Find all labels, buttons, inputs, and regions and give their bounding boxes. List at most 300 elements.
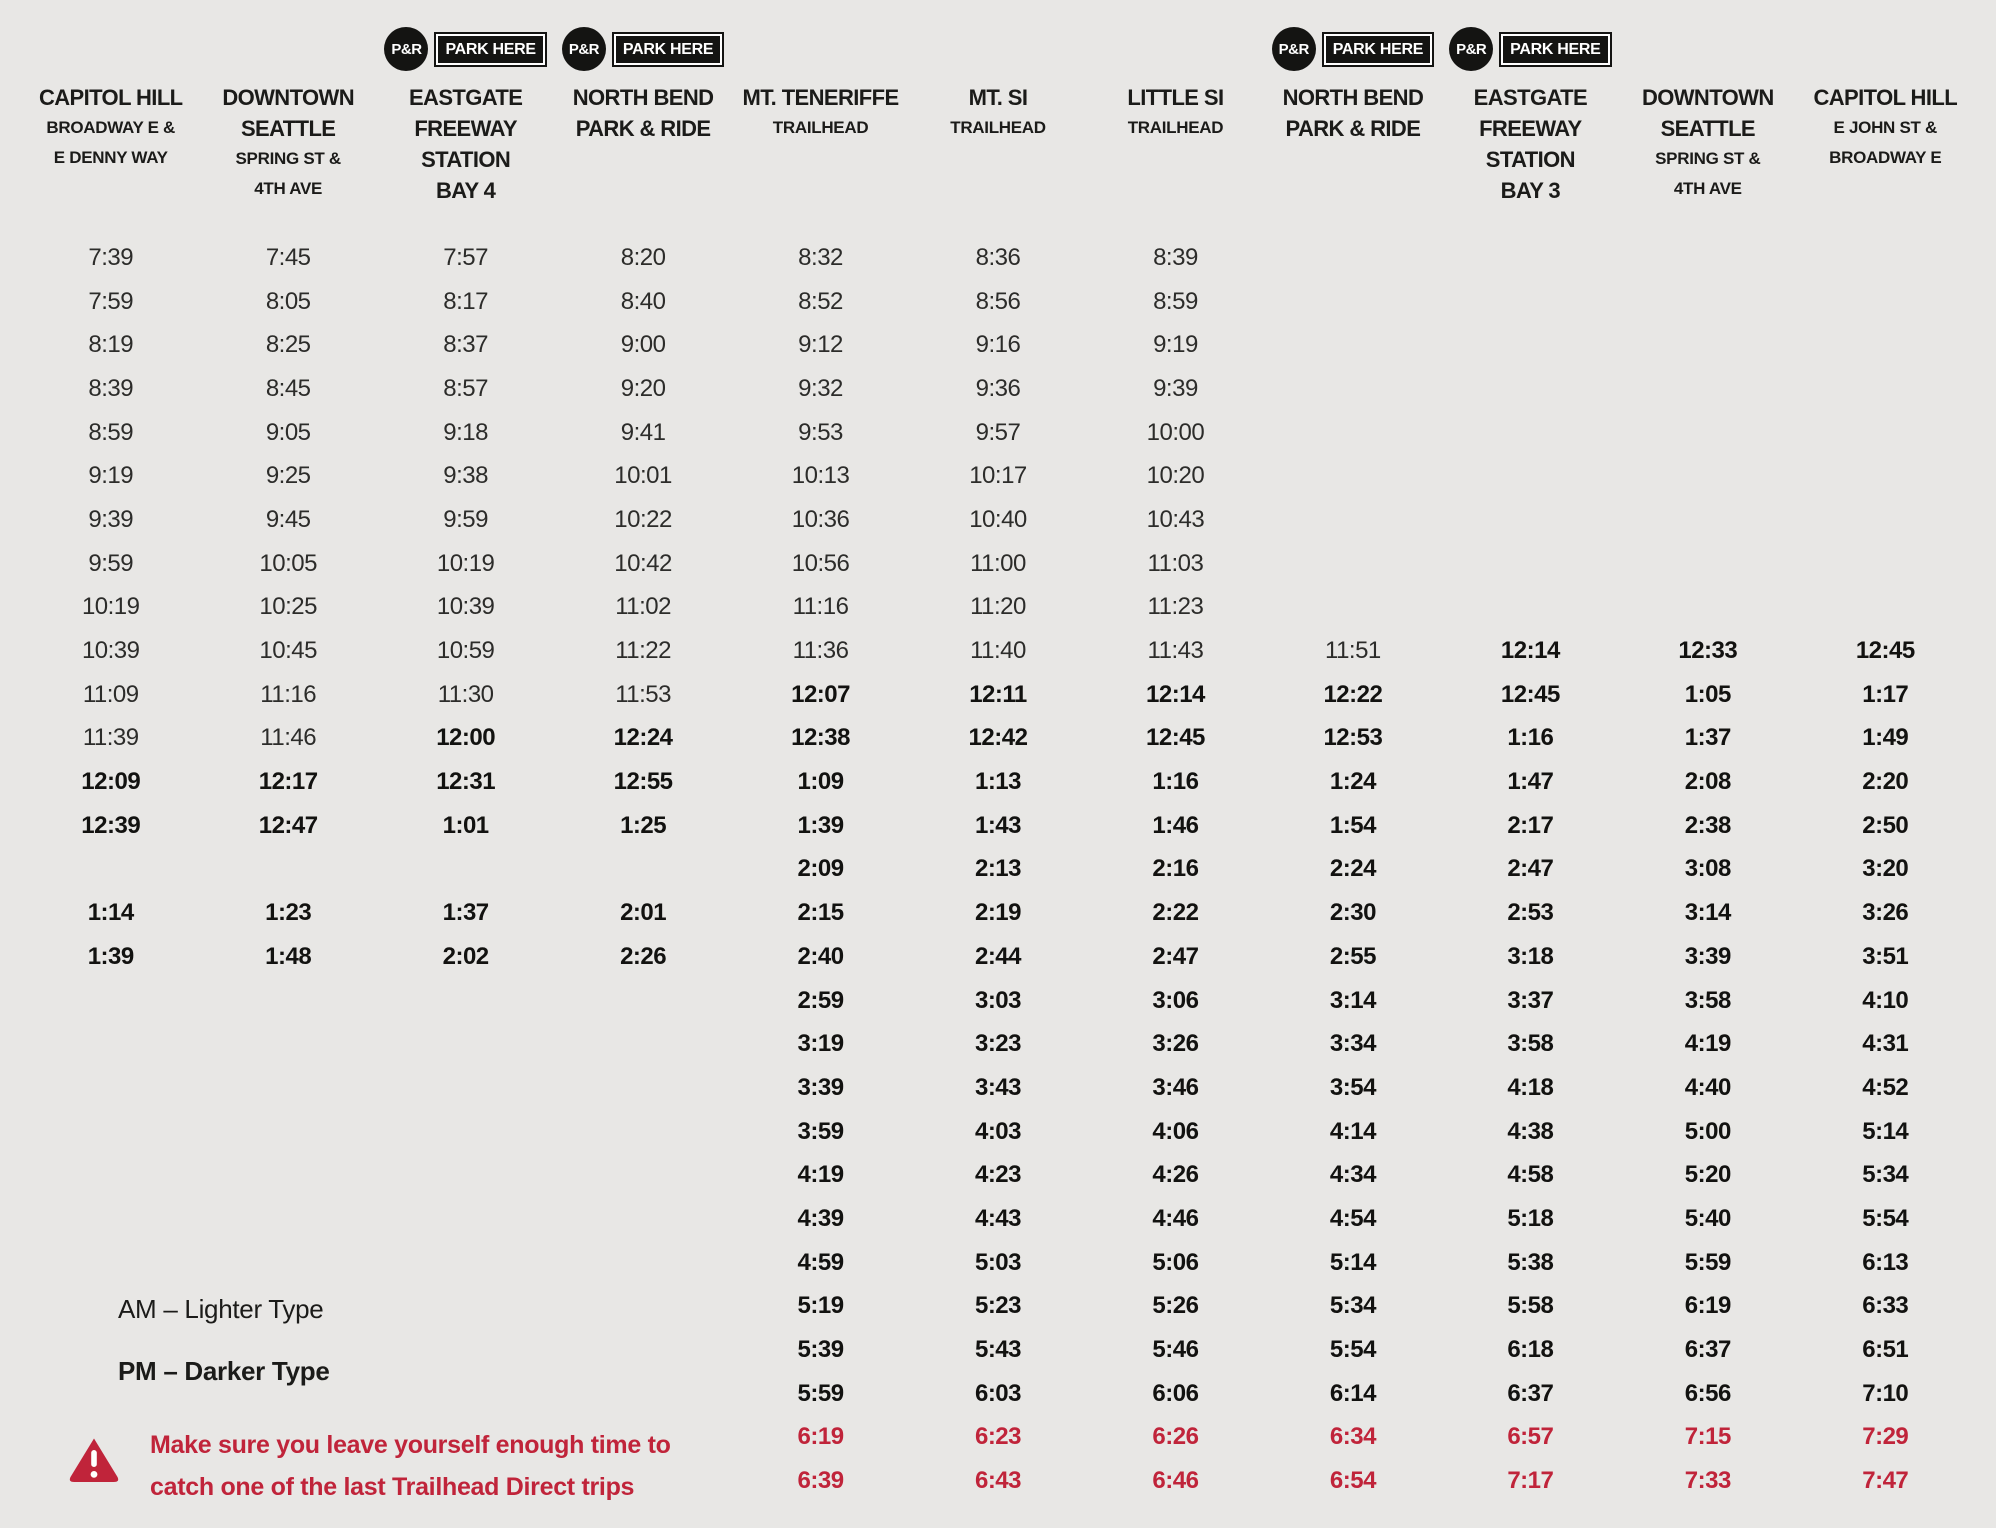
time-cell: 9:32 (798, 374, 843, 402)
time-cell: 2:30 (1329, 899, 1376, 927)
time-cell: 4:40 (1684, 1073, 1731, 1101)
time-cell: 10:00 (1146, 418, 1205, 446)
time-cell: 12:47 (258, 811, 318, 839)
time-cell: 6:03 (974, 1379, 1022, 1407)
time-cell: 5:26 (1152, 1292, 1199, 1320)
time-cell: 10:36 (791, 505, 850, 533)
empty-cell (1266, 411, 1439, 455)
time-cell: 4:19 (797, 1161, 844, 1189)
time-cell: 3:23 (974, 1030, 1022, 1058)
time-cell: 9:19 (1153, 331, 1198, 359)
time-cell: 8:20 (620, 243, 666, 271)
empty-cell (1266, 236, 1439, 280)
time-cell: 2:50 (1862, 811, 1909, 839)
time-cell: 3:58 (1507, 1030, 1554, 1058)
empty-cell (556, 1153, 729, 1197)
time-cell: 6:57 (1507, 1423, 1554, 1451)
time-cell: 3:06 (1152, 986, 1199, 1014)
time-cell: 11:20 (970, 593, 1026, 621)
time-cell: 5:14 (1329, 1248, 1376, 1276)
time-cell: 5:20 (1684, 1161, 1731, 1189)
time-cell: 5:23 (974, 1292, 1022, 1320)
time-cell: 7:47 (1862, 1467, 1909, 1495)
station-title-line: NORTH BEND (572, 85, 714, 110)
time-cell: 3:19 (797, 1030, 844, 1058)
time-cell: 8:05 (265, 287, 311, 315)
empty-cell (1799, 411, 1972, 455)
station-subtitle-line: SPRING ST & (1655, 149, 1761, 168)
time-cell: 2:17 (1507, 811, 1554, 839)
time-cell: 3:18 (1507, 942, 1554, 970)
empty-cell (1799, 542, 1972, 586)
time-cell: 11:00 (970, 549, 1026, 577)
time-cell: 9:39 (88, 505, 134, 533)
time-cell: 4:10 (1862, 986, 1909, 1014)
empty-cell (379, 848, 552, 892)
time-cell: 2:24 (1329, 855, 1376, 883)
time-cell: 1:14 (87, 899, 134, 927)
time-cell: 9:12 (798, 331, 843, 359)
empty-cell (1621, 236, 1794, 280)
empty-cell (1621, 411, 1794, 455)
time-cell: 2:53 (1507, 899, 1554, 927)
time-cell: 3:46 (1152, 1073, 1199, 1101)
station-header-11 (1799, 16, 1972, 206)
time-cell: 7:10 (1862, 1379, 1909, 1407)
time-cell: 10:05 (259, 549, 317, 577)
empty-cell (201, 1153, 374, 1197)
time-cell: 1:24 (1329, 768, 1376, 796)
time-cell: 7:33 (1684, 1467, 1731, 1495)
timetable-header (24, 16, 1972, 206)
time-cell: 3:39 (1684, 942, 1731, 970)
time-cell: 5:58 (1507, 1292, 1554, 1320)
empty-cell (1444, 367, 1617, 411)
time-cell: 7:29 (1862, 1423, 1909, 1451)
empty-cell (556, 848, 729, 892)
empty-cell (24, 1153, 197, 1197)
time-cell: 8:19 (88, 331, 134, 359)
warning-triangle-icon (68, 1436, 120, 1489)
time-cell: 1:49 (1862, 724, 1909, 752)
station-subtitle-line: E DENNY WAY (53, 148, 168, 167)
time-cell: 11:09 (82, 680, 139, 708)
empty-cell (1266, 542, 1439, 586)
empty-cell (24, 1197, 197, 1241)
empty-cell (201, 1022, 374, 1066)
time-cell: 6:43 (974, 1467, 1022, 1495)
empty-cell (1799, 454, 1972, 498)
time-cell: 2:44 (974, 942, 1022, 970)
time-cell: 6:46 (1152, 1467, 1199, 1495)
time-cell: 4:31 (1862, 1030, 1909, 1058)
park-here-label: PARK HERE (1499, 32, 1611, 67)
time-cell: 1:47 (1507, 768, 1554, 796)
empty-cell (1621, 454, 1794, 498)
station-header-1 (24, 16, 197, 206)
time-cell: 10:45 (259, 637, 317, 665)
empty-cell (201, 1066, 374, 1110)
time-cell: 9:18 (443, 418, 488, 446)
time-cell: 1:16 (1152, 768, 1199, 796)
time-cell: 8:25 (265, 331, 311, 359)
empty-cell (556, 1110, 729, 1154)
time-cell: 9:16 (975, 331, 1021, 359)
empty-cell (379, 1328, 552, 1372)
time-cell: 10:22 (614, 505, 672, 533)
time-cell: 3:14 (1684, 899, 1731, 927)
empty-cell (379, 979, 552, 1023)
time-cell: 7:39 (88, 243, 134, 271)
time-cell: 6:37 (1507, 1379, 1554, 1407)
time-cell: 11:16 (792, 593, 849, 621)
empty-cell (1444, 498, 1617, 542)
time-cell: 2:38 (1684, 811, 1731, 839)
time-cell: 4:54 (1329, 1204, 1376, 1232)
time-cell: 12:45 (1146, 724, 1205, 752)
empty-cell (379, 1241, 552, 1285)
empty-cell (556, 1022, 729, 1066)
empty-cell (379, 1285, 552, 1329)
time-cell: 10:25 (259, 593, 317, 621)
empty-cell (24, 1022, 197, 1066)
station-title-line: CAPITOL HILL (38, 85, 183, 110)
time-cell: 10:42 (614, 549, 672, 577)
station-header-9 (1444, 16, 1617, 206)
time-cell: 2:02 (442, 942, 489, 970)
station-subtitle-line: BROADWAY E (1829, 148, 1942, 167)
time-cell: 12:53 (1323, 724, 1383, 752)
time-cell: 12:22 (1323, 680, 1383, 708)
time-cell: 6:51 (1862, 1336, 1909, 1364)
time-cell: 2:01 (620, 899, 667, 927)
time-cell: 6:37 (1684, 1336, 1731, 1364)
station-subtitle-line: BROADWAY E & (46, 118, 176, 137)
time-cell: 8:39 (88, 374, 134, 402)
station-header-3 (379, 16, 552, 206)
time-cell: 4:06 (1152, 1117, 1199, 1145)
station-title-line: DOWNTOWN (222, 85, 355, 110)
time-cell: 10:40 (969, 505, 1027, 533)
time-cell: 4:58 (1507, 1161, 1554, 1189)
time-cell: 2:16 (1152, 855, 1199, 883)
time-cell: 3:54 (1329, 1073, 1376, 1101)
time-cell: 5:40 (1684, 1204, 1731, 1232)
time-cell: 4:38 (1507, 1117, 1554, 1145)
empty-cell (201, 979, 374, 1023)
time-cell: 4:23 (974, 1161, 1022, 1189)
time-cell: 11:22 (615, 637, 671, 665)
time-cell: 1:54 (1329, 811, 1376, 839)
empty-cell (1799, 323, 1972, 367)
station-title-line: STATION (1485, 147, 1575, 172)
time-cell: 9:36 (975, 374, 1021, 402)
time-cell: 3:26 (1862, 899, 1909, 927)
time-cell: 3:08 (1684, 855, 1731, 883)
time-cell: 9:39 (1153, 374, 1198, 402)
time-cell: 1:23 (265, 899, 312, 927)
station-subtitle-line: TRAILHEAD (950, 118, 1046, 137)
time-cell: 3:58 (1684, 986, 1731, 1014)
station-subtitle-line: TRAILHEAD (772, 118, 869, 137)
time-cell: 7:59 (88, 287, 134, 315)
time-cell: 10:56 (791, 549, 850, 577)
time-cell: 12:09 (81, 768, 141, 796)
time-cell: 5:43 (974, 1336, 1022, 1364)
time-cell: 4:59 (797, 1248, 844, 1276)
time-cell: 9:00 (620, 331, 666, 359)
time-cell: 7:45 (265, 243, 311, 271)
legend-am: AM – Lighter Type (118, 1294, 324, 1324)
time-cell: 12:39 (81, 811, 141, 839)
time-cell: 4:03 (974, 1117, 1022, 1145)
empty-cell (1444, 280, 1617, 324)
time-cell: 1:13 (974, 768, 1022, 796)
station-title-line: BAY 4 (435, 178, 496, 203)
station-title-line: BAY 3 (1500, 178, 1561, 203)
station-title-line: SEATTLE (240, 116, 336, 141)
time-cell: 4:39 (797, 1204, 844, 1232)
empty-cell (1444, 411, 1617, 455)
time-cell: 3:14 (1329, 986, 1376, 1014)
station-subtitle-line: 4TH AVE (254, 179, 323, 198)
time-cell: 8:32 (798, 243, 843, 271)
time-cell: 1:37 (442, 899, 489, 927)
time-cell: 1:01 (442, 811, 489, 839)
time-cell: 6:06 (1152, 1379, 1199, 1407)
time-cell: 2:55 (1329, 942, 1376, 970)
empty-cell (1799, 236, 1972, 280)
empty-cell (24, 1110, 197, 1154)
empty-cell (1621, 367, 1794, 411)
empty-cell (1266, 454, 1439, 498)
time-cell: 5:39 (797, 1336, 844, 1364)
time-cell: 8:52 (798, 287, 843, 315)
time-cell: 9:59 (88, 549, 134, 577)
station-header-2 (201, 16, 374, 206)
time-cell: 10:01 (614, 462, 672, 490)
time-cell: 1:43 (974, 811, 1022, 839)
empty-cell (201, 1197, 374, 1241)
time-cell: 11:23 (1147, 593, 1204, 621)
station-title-line: LITTLE SI (1127, 85, 1224, 110)
time-cell: 11:51 (1325, 637, 1381, 665)
time-cell: 12:07 (791, 680, 850, 708)
station-title-line: PARK & RIDE (1285, 116, 1421, 141)
empty-cell (379, 1022, 552, 1066)
time-cell: 3:37 (1507, 986, 1554, 1014)
station-title-line: SEATTLE (1660, 116, 1755, 141)
time-cell: 2:22 (1152, 899, 1199, 927)
empty-cell (379, 1110, 552, 1154)
time-cell: 10:19 (436, 549, 495, 577)
empty-cell (556, 1066, 729, 1110)
time-cell: 11:43 (1147, 637, 1204, 665)
time-cell: 11:16 (260, 680, 317, 708)
empty-cell (1621, 498, 1794, 542)
station-title-line: FREEWAY (414, 116, 517, 141)
time-cell: 2:47 (1507, 855, 1554, 883)
empty-cell (1621, 586, 1794, 630)
time-cell: 12:24 (613, 724, 673, 752)
time-cell: 6:18 (1507, 1336, 1554, 1364)
time-cell: 5:59 (797, 1379, 844, 1407)
empty-cell (1799, 498, 1972, 542)
time-cell: 6:13 (1862, 1248, 1909, 1276)
time-cell: 3:26 (1152, 1030, 1199, 1058)
time-cell: 8:59 (88, 418, 134, 446)
empty-cell (1444, 586, 1617, 630)
empty-cell (1621, 280, 1794, 324)
time-cell: 6:14 (1329, 1379, 1376, 1407)
time-cell: 6:23 (974, 1423, 1022, 1451)
time-cell: 3:03 (974, 986, 1022, 1014)
time-cell: 4:14 (1329, 1117, 1376, 1145)
time-cell: 4:46 (1152, 1204, 1199, 1232)
pr-icon: P&R (1272, 27, 1316, 71)
station-title-line: FREEWAY (1479, 116, 1582, 141)
time-cell: 1:25 (620, 811, 667, 839)
time-cell: 12:38 (791, 724, 850, 752)
park-and-ride-badge (1449, 16, 1611, 82)
time-cell: 8:36 (975, 243, 1021, 271)
time-cell: 1:16 (1507, 724, 1554, 752)
empty-cell (556, 1241, 729, 1285)
time-cell: 2:40 (797, 942, 844, 970)
station-header-10 (1621, 16, 1794, 206)
time-cell: 12:45 (1500, 680, 1560, 708)
empty-cell (556, 1328, 729, 1372)
station-title-line: DOWNTOWN (1641, 85, 1774, 110)
time-cell: 5:54 (1862, 1204, 1909, 1232)
station-subtitle-line: SPRING ST & (235, 149, 341, 168)
empty-cell (379, 1372, 552, 1416)
station-title-line: CAPITOL HILL (1813, 85, 1958, 110)
time-cell: 6:34 (1329, 1423, 1376, 1451)
time-cell: 10:39 (81, 637, 140, 665)
empty-cell (201, 1241, 374, 1285)
station-subtitle-line: 4TH AVE (1673, 179, 1742, 198)
time-cell: 9:45 (265, 505, 311, 533)
empty-cell (1444, 454, 1617, 498)
station-title-line: MT. TENERIFFE (742, 85, 899, 110)
empty-cell (1799, 586, 1972, 630)
time-cell: 11:53 (615, 680, 671, 708)
empty-cell (379, 1066, 552, 1110)
time-cell: 12:00 (436, 724, 496, 752)
empty-cell (1444, 236, 1617, 280)
station-title-line: NORTH BEND (1282, 85, 1424, 110)
time-cell: 8:17 (443, 287, 488, 315)
pr-icon: P&R (562, 27, 606, 71)
pr-icon: P&R (384, 27, 428, 71)
last-trip-warning (68, 1424, 671, 1508)
empty-cell (201, 1110, 374, 1154)
station-header-7 (1089, 16, 1262, 206)
empty-cell (1621, 323, 1794, 367)
time-cell: 8:39 (1153, 243, 1198, 271)
time-cell: 7:17 (1507, 1467, 1554, 1495)
empty-cell (556, 1197, 729, 1241)
park-and-ride-badge (562, 16, 724, 82)
time-cell: 6:26 (1152, 1423, 1199, 1451)
time-cell: 10:13 (791, 462, 850, 490)
station-title-line: PARK & RIDE (575, 116, 711, 141)
time-cell: 2:09 (797, 855, 844, 883)
time-cell: 10:39 (436, 593, 495, 621)
time-cell: 8:59 (1153, 287, 1198, 315)
time-cell: 6:54 (1329, 1467, 1376, 1495)
time-cell: 11:40 (970, 637, 1026, 665)
time-cell: 5:34 (1862, 1161, 1909, 1189)
empty-cell (24, 979, 197, 1023)
pr-icon: P&R (1449, 27, 1493, 71)
time-cell: 3:51 (1862, 942, 1909, 970)
time-cell: 8:45 (265, 374, 311, 402)
empty-cell (556, 1372, 729, 1416)
station-header-6 (911, 16, 1084, 206)
time-cell: 3:34 (1329, 1030, 1376, 1058)
empty-cell (379, 1197, 552, 1241)
park-here-label: PARK HERE (1322, 32, 1434, 67)
park-here-label: PARK HERE (434, 32, 546, 67)
empty-cell (24, 1241, 197, 1285)
time-cell: 1:37 (1684, 724, 1731, 752)
time-cell: 5:54 (1329, 1336, 1376, 1364)
time-cell: 7:15 (1684, 1423, 1731, 1451)
time-cell: 8:37 (443, 331, 488, 359)
time-cell: 4:43 (974, 1204, 1022, 1232)
time-cell: 2:26 (620, 942, 667, 970)
time-cell: 12:11 (969, 680, 1027, 708)
time-cell: 9:19 (88, 462, 134, 490)
time-cell: 10:17 (969, 462, 1027, 490)
time-cell: 9:57 (975, 418, 1021, 446)
time-cell: 2:19 (974, 899, 1022, 927)
time-cell: 5:19 (797, 1292, 844, 1320)
warning-line-1: Make sure you leave yourself enough time to (150, 1431, 671, 1459)
empty-cell (1266, 586, 1439, 630)
empty-cell (1799, 367, 1972, 411)
time-cell: 4:18 (1507, 1073, 1554, 1101)
time-cell: 3:20 (1862, 855, 1909, 883)
time-cell: 5:18 (1507, 1204, 1554, 1232)
time-cell: 5:00 (1684, 1117, 1731, 1145)
time-cell: 1:05 (1684, 680, 1731, 708)
time-cell: 6:33 (1862, 1292, 1909, 1320)
empty-cell (556, 1285, 729, 1329)
time-cell: 11:03 (1147, 549, 1204, 577)
park-and-ride-badge (1272, 16, 1434, 82)
time-cell: 10:19 (81, 593, 140, 621)
empty-cell (1266, 498, 1439, 542)
warning-line-2: catch one of the last Trailhead Direct trips (150, 1473, 635, 1501)
time-cell: 12:33 (1678, 637, 1738, 665)
warning-text (150, 1424, 671, 1508)
time-cell: 9:41 (620, 418, 666, 446)
time-cell: 4:26 (1152, 1161, 1199, 1189)
time-cell: 9:25 (265, 462, 311, 490)
empty-cell (1266, 323, 1439, 367)
time-cell: 5:06 (1152, 1248, 1199, 1276)
time-cell: 1:17 (1862, 680, 1909, 708)
time-cell: 10:59 (436, 637, 495, 665)
time-cell: 5:14 (1862, 1117, 1909, 1145)
time-cell: 9:05 (265, 418, 311, 446)
time-cell: 4:52 (1862, 1073, 1909, 1101)
time-cell: 2:13 (974, 855, 1022, 883)
empty-cell (201, 848, 374, 892)
